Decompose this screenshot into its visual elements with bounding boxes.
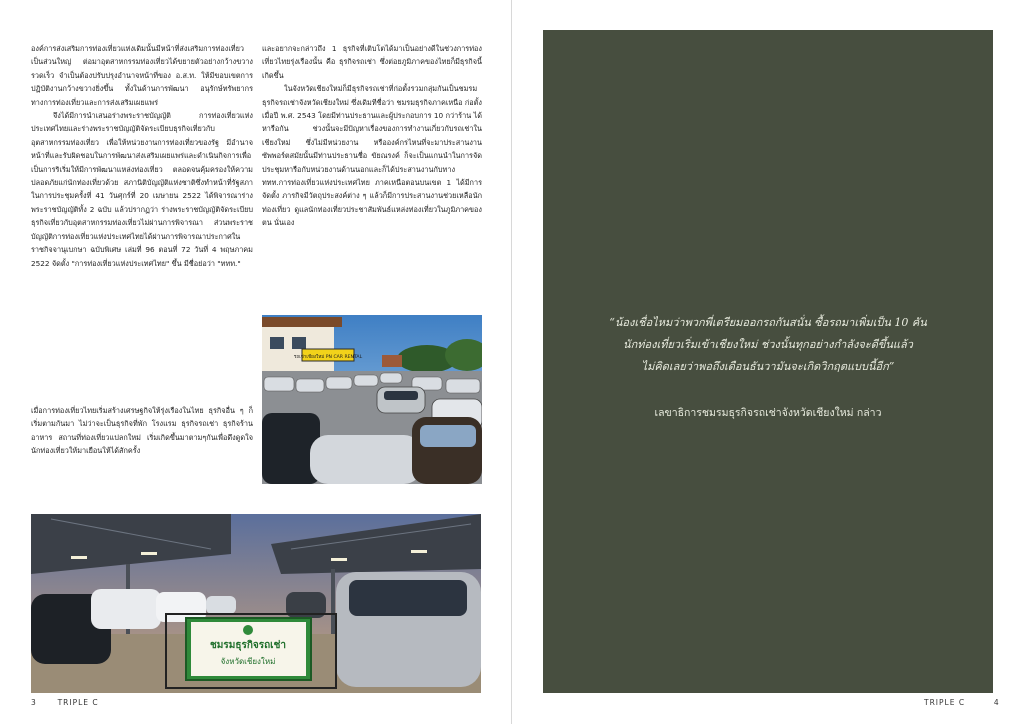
- quote-line: “น้องเชื่อไหมว่าพวกพี่เตรียมออกรถกันสนั่น ซื้อรถมาเพิ่มเป็น 10 คัน: [609, 316, 927, 329]
- right-page: [513, 0, 1024, 724]
- paragraph: และอยากจะกล่าวถึง 1 ธุรกิจที่เติบโตได้มาเป็นอย่างดีในช่วงการท่องเที่ยวไทยรุ่งเรืองนั้น คือ ธุรกิจรถเช่า ซึ่งต่อยภูมิภาคของไทยก็มีธุรกิจนี้เกิดขึ้น: [262, 44, 482, 80]
- article-column-1: [31, 42, 253, 382]
- club-parking-lot-illustration: [31, 514, 481, 693]
- quote-line: ไม่คิดเลยว่าพอถึงเดือนธันวามันจะเกิดวิกฤตแบบนี้อีก”: [641, 360, 895, 373]
- page-number: 3: [31, 698, 37, 707]
- rental-sign-text: รถเช่าเชียงใหม่ PN CAR RENTAL: [293, 355, 363, 360]
- magazine-title: TRIPLE C: [57, 698, 99, 707]
- club-sign-title: ชมรมธุรกิจรถเช่า: [210, 640, 286, 651]
- quote-attribution: เลขาธิการชมรมธุรกิจรถเช่าจังหวัดเชียงใหม่ กล่าว: [654, 407, 882, 419]
- article-column-2: [262, 42, 482, 302]
- paragraph: องค์การส่งเสริมการท่องเที่ยวแห่งเดิมนั้นมีหน้าที่ส่งเสริมการท่องเที่ยวเป็นส่วนใหญ่ ต่อมาอุตสาหกรรมท่องเที่ยวได้ขยายตัวอย่างกว้างขวางรวดเร็ว จำเป็นต้องปรับปรุงอำนาจหน้าที่ของ อ.ส.ท. ให้มีขอบเขตการปฏิบัติงานกว้างขวางยิ่งขึ้น ทั้งในด้านการพัฒนา อนุรักษ์ทรัพยากรทางการท่องเที่ยวและการส่งเสริมเผยแพร่: [31, 44, 253, 107]
- page-number: 4: [993, 698, 1000, 707]
- paragraph: เมื่อการท่องเที่ยวไทยเริ่มสร้างเศรษฐกิจให้รุ่งเรืองในไทย ธุรกิจอื่น ๆ ก็เริ่มตามกันมา ไม่ว่าจะเป็นธุรกิจที่พัก โรงแรม ธุรกิจรถเช่า ธุรกิจร้านอาหาร สถานที่ท่องเที่ยวแปลกใหม่ เริ่มเกิดขึ้นมาตามๆกันเพื่อดึงดูดใจนักท่องเที่ยวให้มาเยือนให้ได้สักครั้ง: [31, 406, 253, 456]
- quote-panel: [543, 30, 993, 693]
- right-footer: [924, 698, 1000, 707]
- left-footer: [31, 698, 99, 707]
- paragraph: ในจังหวัดเชียงใหม่ก็มีธุรกิจรถเช่าที่ก่อตั้งรวมกลุ่มกันเป็นชมรมธุรกิจรถเช่าจังหวัดเชียงใหม่ ซึ่งเดิมทีชื่อว่า ชมรมธุรกิจภาคเหนือ ก่อตั้งเมื่อปี พ.ศ. 2543 โดยมีท่านประธานและผู้ประกอบการ 10 กว่าร้าน ได้หารือกัน ช่วงนั้นจะมีปัญหาเรื่องของการทำงานเกี่ยวกับรถเช่าในเชียงใหม่ ซึ่งไม่มีหน่วยงาน หรือองค์กรไหนที่จะมาประสานงานซัพพอร์ตสมัยนั้นมีท่านประธานชื่อ ขัยณรงค์ ก็จะเป็นแกนนำในการจัดประชุมหารือกับหน่วยงานด้านนอกและก็ได้ประสานงานกับทางททท.การท่องเที่ยวแห่งประเทศไทย ภาคเหนือตอนบนเขต 1 ได้มีการจัดตั้ง ภารกิจมีวัตถุประสงค์ต่าง ๆ แล้วก็มีการประสานงานช่วยเหลือนักท่องเที่ยว ดูแลนักท่องเที่ยวประชาสัมพันธ์แหล่งท่องเที่ยวในภูมิภาคของตน นั่นเอง: [262, 84, 482, 228]
- paragraph: จึงได้มีการนำเสนอร่างพระราชบัญญัติ การท่องเที่ยวแห่งประเทศไทยและร่างพระราชบัญญัติจัดระเบียบธุรกิจเที่ยวกับอุตสาหกรรมท่องเที่ยว เพื่อให้หน่วยงานการท่องเที่ยวของรัฐ มีอำนาจหน้าที่และรับผิดชอบในการพัฒนาส่งเสริมเผยแพร่และดำเนินกิจการเพื่อเป็นการริเริ่มให้มีการพัฒนาแหล่งท่องเที่ยว ตลอดจนคุ้มครองให้ความปลอดภัยแก่นักท่องเที่ยวด้วย สภานิติบัญญัติแห่งชาติซึ่งทำหน้าที่รัฐสภาในการประชุมครั้งที่ 41 วันศุกร์ที่ 20 เมษายน 2522 ได้พิจารณาร่างพระราชบัญญัติทั้ง 2 ฉบับ แล้วปรากฏว่า ร่างพระราชบัญญัติจัดระเบียบธุรกิจเที่ยวกับอุตสาหกรรมท่องเที่ยวไม่ผ่านการพิจารณา ส่วนพระราชบัญญัติการท่องเที่ยวแห่งประเทศไทยได้ผ่านการพิจารณาประกาศในราชกิจจานุเบกษา ฉบับพิเศษ เล่มที่ 96 ตอนที่ 72 วันที่ 4 พฤษภาคม 2522 จัดตั้ง "การท่องเที่ยวแห่งประเทศไทย" ขึ้น มีชื่อย่อว่า "ททท.": [31, 111, 253, 268]
- car-rental-lot-illustration: [262, 315, 482, 484]
- magazine-title: TRIPLE C: [924, 698, 966, 707]
- pull-quote: [563, 312, 973, 378]
- article-column-1-bottom: [31, 404, 253, 494]
- club-parking-lot-photo: [31, 514, 481, 693]
- quote-line: นักท่องเที่ยวเริ่มเข้าเชียงใหม่ ช่วงนั้นทุกอย่างกำลังจะดีขึ้นแล้ว: [623, 338, 913, 351]
- car-rental-lot-photo: [262, 315, 482, 484]
- club-sign-subtitle: จังหวัดเชียงใหม่: [220, 657, 276, 666]
